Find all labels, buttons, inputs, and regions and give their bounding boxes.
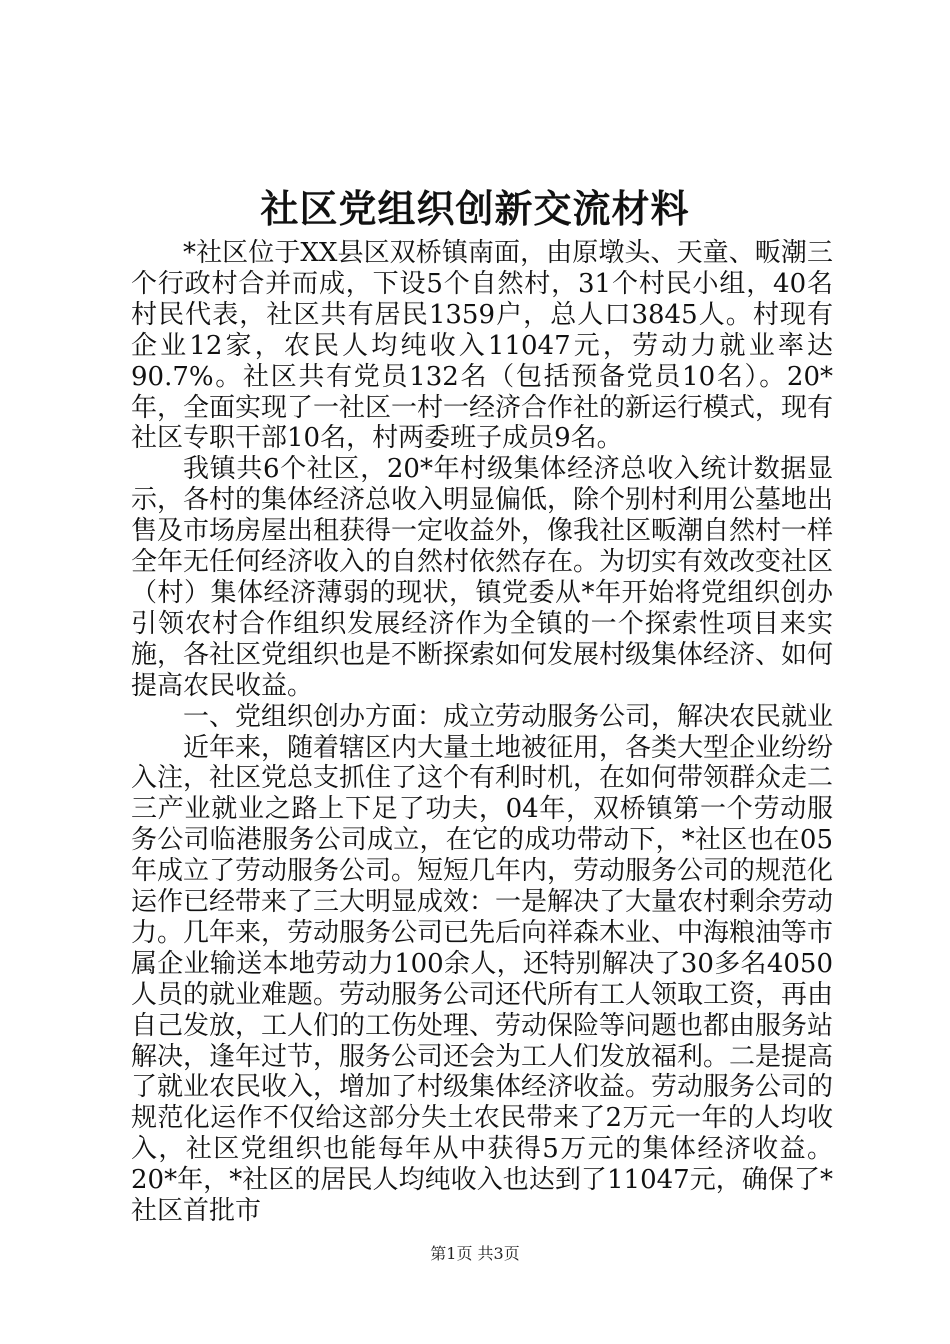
document-body [131, 238, 833, 1227]
paragraph-labor-service: 近年来，随着辖区内大量土地被征用，各类大型企业纷纷入注，社区党总支抓住了这个有利时机，在如何带领群众走二三产业就业之路上下足了功夫，04年，双桥镇第一个劳动服务公司临港服务公司成立，在它的成功带动下，*社区也在05年成立了劳动服务公司。短短几年内，劳动服务公司的规范化运作已经带来了三大明显成效：一是解决了大量农村剩余劳动力。几年来，劳动服务公司已先后向祥森木业、中海粮油等市属企业输送本地劳动力100余人，还特别解决了30多名4050人员的就业难题。劳动服务公司还代所有工人领取工资，再由自己发放，工人们的工伤处理、劳动保险等问题也都由服务站解决，逢年过节，服务公司还会为工人们发放福利。二是提高了就业农民收入，增加了村级集体经济收益。劳动服务公司的规范化运作不仅给这部分失土农民带来了2万元一年的人均收入，社区党组织也能每年从中获得5万元的集体经济收益。20*年，*社区的居民人均纯收入也达到了11047元，确保了*社区首批市 [131, 732, 834, 1227]
document-title: 社区党组织创新交流材料 [260, 186, 690, 231]
section-heading: 一、党组织创办方面：成立劳动服务公司，解决农民就业 [183, 701, 834, 732]
paragraph-background: 我镇共6个社区，20*年村级集体经济总收入统计数据显示，各村的集体经济总收入明显偏低，除个别村利用公墓地出售及市场房屋出租获得一定收益外，像我社区畈潮自然村一样全年无任何经济收入的自然村依然存在。为切实有效改变社区（村）集体经济薄弱的现状，镇党委从*年开始将党组织创办引领农村合作组织发展经济作为全镇的一个探索性项目来实施，各社区党组织也是不断探索如何发展村级集体经济、如何提高农民收益。 [131, 454, 834, 701]
paragraph-intro: *社区位于XX县区双桥镇南面，由原墩头、天童、畈潮三个行政村合并而成，下设5个自然村，31个村民小组，40名村民代表，社区共有居民1359户，总人口3845人。村现有企业12家，农民人均纯收入11047元，劳动力就业率达90.7%。社区共有党员132名（包括预备党员10名）。20*年，全面实现了一社区一村一经济合作社的新运行模式，现有社区专职干部10名，村两委班子成员9名。 [131, 238, 834, 454]
page-footer: 第1页 共3页 [430, 1244, 520, 1263]
